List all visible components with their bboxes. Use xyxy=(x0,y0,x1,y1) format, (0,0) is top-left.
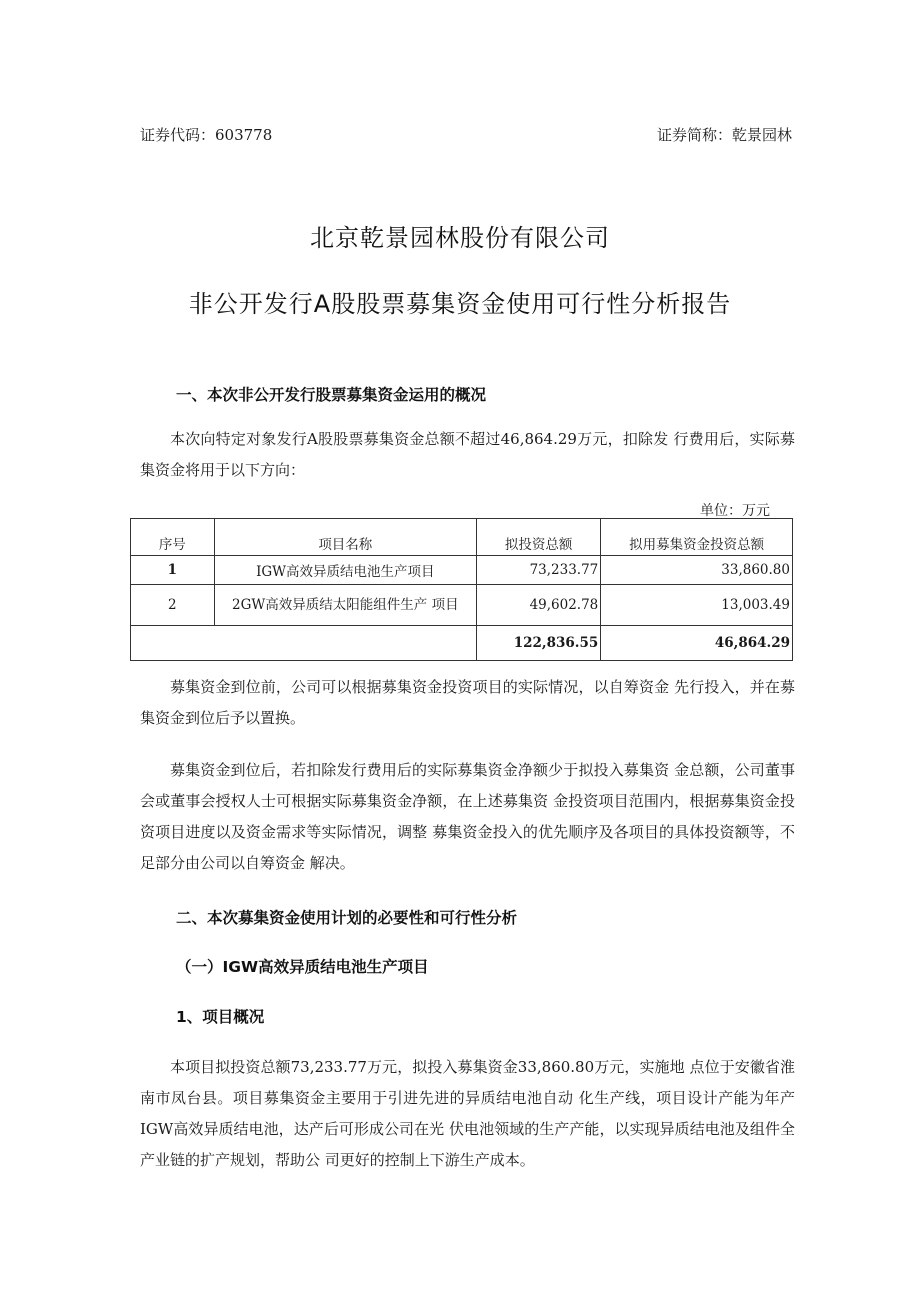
stock-code: 证券代码：603778 xyxy=(140,126,273,144)
table-row xyxy=(131,585,793,626)
section2-para xyxy=(140,1052,795,1176)
section1-heading: 一、本次非公开发行股票募集资金运用的概况 xyxy=(176,386,487,404)
sum-label xyxy=(131,626,477,661)
row-total: 73,233.77 xyxy=(477,556,601,585)
section1-para1 xyxy=(140,672,795,734)
row-no: 1 xyxy=(131,556,215,585)
row-no: 2 xyxy=(131,585,215,626)
table-header-row xyxy=(131,519,793,556)
para2-text: 募集资金到位后，若扣除发行费用后的实际募集资金净额少于拟投入募集资 金总额，公司董事会或董事会授权人士可根据实际募集资金净额，在上述募集资 金投资项目范围内，根据募集资金投资项目进度以及资金需求等实际情况，调整 募集资金投入的优先顺序及各项目的具体投资额等，不足部分由公司以自筹资金 解决。 xyxy=(140,761,795,872)
sum-raised: 46,864.29 xyxy=(601,626,793,661)
row-raised: 33,860.80 xyxy=(601,556,793,585)
row-name: IGW高效异质结电池生产项目 xyxy=(214,556,476,585)
section2-para-text: 本项目拟投资总额73,233.77万元，拟投入募集资金33,860.80万元，实施地 点位于安徽省淮南市凤台县。项目募集资金主要用于引进先进的异质结电池自动 化生产线，项目设计产能为年产IGW高效异质结电池，达产后可形成公司在光 伏电池领域的生产产能，以实现异质结电池及组件全产业链的扩产规划，帮助公 司更好的控制上下游生产成本。 xyxy=(140,1058,795,1169)
report-title: 非公开发行A股股票募集资金使用可行性分析报告 xyxy=(188,290,732,318)
company-title: 北京乾景园林股份有限公司 xyxy=(310,224,610,252)
col-name: 项目名称 xyxy=(214,519,476,556)
section1-para2 xyxy=(140,755,795,879)
section1-intro xyxy=(140,424,795,486)
col-total: 拟投资总额 xyxy=(477,519,601,556)
row-total: 49,602.78 xyxy=(477,585,601,626)
funds-table xyxy=(130,518,793,661)
row-name: 2GW高效异质结太阳能组件生产 项目 xyxy=(214,585,476,626)
section2-subheading: （一）IGW高效异质结电池生产项目 xyxy=(176,958,429,976)
section2-item: 1、项目概况 xyxy=(176,1008,265,1026)
intro-text: 本次向特定对象发行A股股票募集资金总额不超过46,864.29万元，扣除发 行费用后，实际募集资金将用于以下方向： xyxy=(140,430,795,479)
para1-text: 募集资金到位前，公司可以根据募集资金投资项目的实际情况，以自筹资金 先行投入，并在募集资金到位后予以置换。 xyxy=(140,678,795,727)
row-raised: 13,003.49 xyxy=(601,585,793,626)
col-raised: 拟用募集资金投资总额 xyxy=(601,519,793,556)
col-no: 序号 xyxy=(131,519,215,556)
table-sum-row xyxy=(131,626,793,661)
stock-name: 证券简称：乾景园林 xyxy=(656,126,792,144)
sum-total: 122,836.55 xyxy=(477,626,601,661)
table-row xyxy=(131,556,793,585)
section2-heading: 二、本次募集资金使用计划的必要性和可行性分析 xyxy=(176,909,518,927)
unit-label: 单位：万元 xyxy=(700,503,770,519)
